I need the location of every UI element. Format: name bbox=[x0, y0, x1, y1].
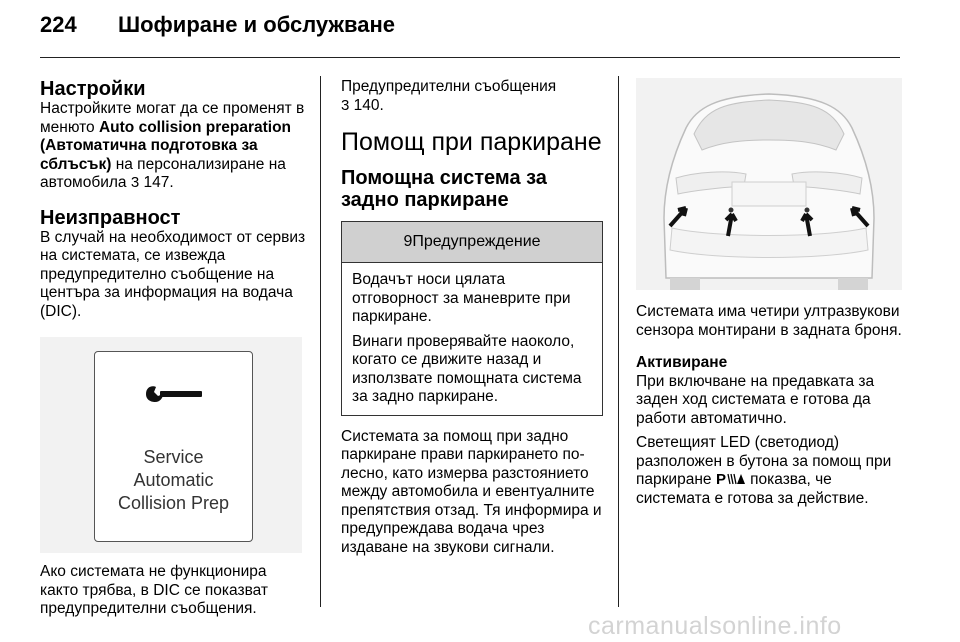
svg-text:P: P bbox=[715, 471, 726, 486]
warning-header bbox=[342, 222, 602, 263]
parking-assist-icon bbox=[716, 471, 746, 486]
warning-paragraph-2: Винаги проверявайте наоколо, когато се движите назад и използвате помощната система за задно паркиране. bbox=[352, 332, 582, 405]
header-rule bbox=[40, 57, 900, 58]
column-divider-1 bbox=[320, 76, 321, 607]
activation-heading: Активиране bbox=[636, 354, 728, 371]
page-ref-icon: 3 bbox=[341, 96, 350, 114]
intro-ref-page: 140. bbox=[349, 96, 384, 114]
settings-menu-name: Auto collision preparation (Автоматична подготовка за сблъсък) bbox=[40, 118, 292, 173]
wrench-icon bbox=[144, 382, 204, 406]
fault-heading: Неизправност bbox=[40, 206, 181, 229]
warning-title: Предупреждение bbox=[412, 232, 541, 250]
warning-triangle-icon: 9 bbox=[403, 232, 413, 250]
after-figure-paragraph: Ако системата не функционира както трябва, в DIC се показват предупредителни съобщения. bbox=[40, 563, 269, 617]
warning-box bbox=[341, 221, 603, 416]
page-ref-icon: 3 bbox=[130, 174, 140, 191]
subsection-heading: Помощна система за задно паркиране bbox=[341, 167, 547, 211]
settings-text-2: на персонализиране на автомобила bbox=[40, 155, 286, 191]
warning-paragraph-1: Водачът носи цялата отговорност за маневрите при паркиране. bbox=[352, 271, 571, 325]
led-text-2: показва, че системата е готова за действие. bbox=[636, 471, 869, 507]
column-1 bbox=[40, 78, 308, 619]
led-paragraph bbox=[636, 434, 902, 508]
column-2 bbox=[341, 78, 603, 557]
section-heading: Помощ при паркиране bbox=[341, 128, 602, 156]
intro-text: Предупредителни съобщения bbox=[341, 78, 557, 95]
warning-body bbox=[342, 263, 602, 415]
sensors-caption: Системата има четири ултразвукови сензора монтирани в задната броня. bbox=[636, 303, 902, 339]
page-number: 224 bbox=[40, 12, 77, 37]
dic-line-3: Collision Prep bbox=[117, 493, 230, 513]
description-paragraph: Системата за помощ при задно паркиране прави паркирането по-лесно, като измерва разстоянието между автомобила и евентуалните препятствия отзад. Тя информира и предупреждава водача чрез издаване на звукови сигнали. bbox=[341, 427, 602, 556]
dic-line-1: Service bbox=[143, 447, 204, 467]
page-title: Шофиране и обслужване bbox=[118, 12, 396, 37]
settings-text-1: Настройките могат да се променят в менюто bbox=[40, 100, 305, 136]
dic-figure bbox=[40, 337, 302, 553]
intro-paragraph bbox=[341, 78, 603, 115]
fault-paragraph: В случай на необходимост от сервиз на системата, се извежда предупредително съобщение на центъра за информация на водача (DIC). bbox=[40, 228, 306, 320]
settings-ref-page: 147. bbox=[139, 174, 174, 191]
column-divider-2 bbox=[618, 76, 619, 607]
rear-car-figure bbox=[636, 78, 902, 290]
led-text-1: Светещият LED (светодиод) разположен в бутона за помощ при паркиране bbox=[636, 434, 892, 488]
activation-paragraph: При включване на предавката за заден ход системата е готова да работи автоматично. bbox=[636, 372, 875, 427]
settings-heading: Настройки bbox=[40, 78, 146, 100]
column-3 bbox=[636, 78, 902, 508]
settings-paragraph bbox=[40, 100, 308, 193]
watermark: carmanualsonline.info bbox=[588, 612, 842, 640]
car-rear-illustration bbox=[636, 78, 902, 290]
dic-line-2: Automatic bbox=[133, 470, 214, 490]
dic-display bbox=[94, 351, 253, 542]
